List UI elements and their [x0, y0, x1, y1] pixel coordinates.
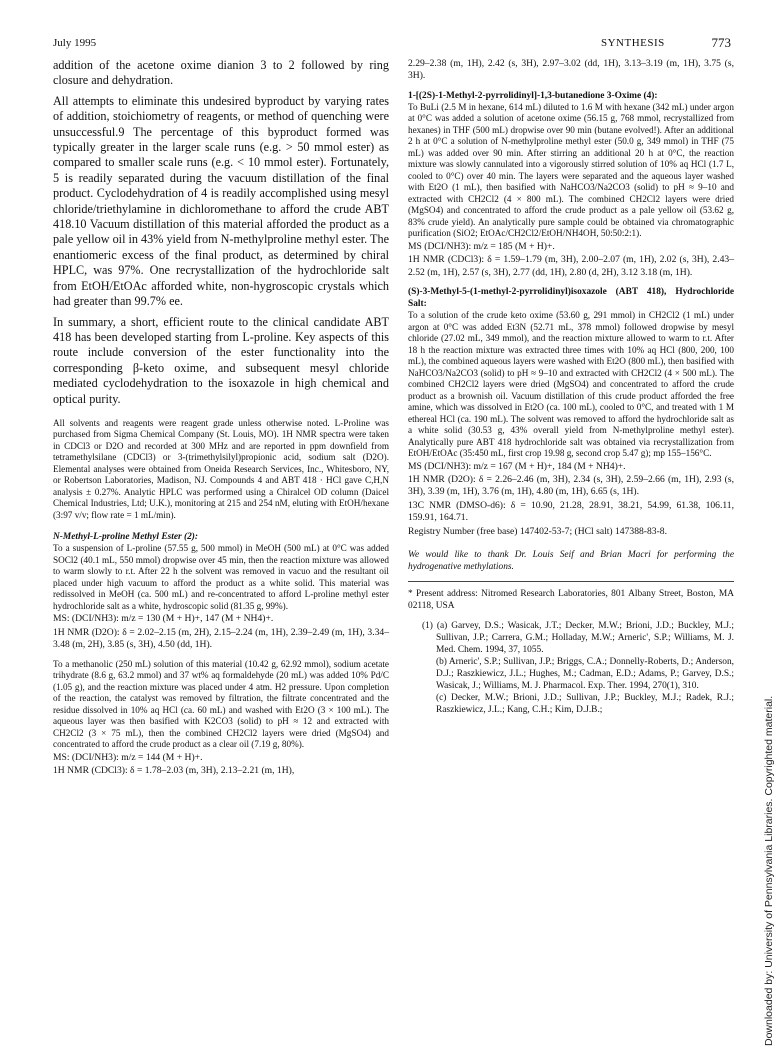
compound-2-procedure: To a suspension of L-proline (57.55 g, 500 mmol) in MeOH (500 mL) at 0°C was added SOCl2 (40.1 mL, 550 mmol) dropwise over 45 min, then the reaction mixture was allowed to warm slowly to r.t. After 22 h the solvent was removed in vacuo and the resultant oil placed under high vacuum to afford the product as a white solid. This material was redissolved in MeOH (ca. 500 mL) and re-concentrated to afford L-proline methyl ester hydrochloride salt as a white, hydroscopic solid (81.35 g, 99%).: [53, 543, 389, 611]
download-notice: Downloaded by: University of Pennsylvania Libraries. Copyrighted material.: [763, 695, 775, 1046]
nmr-continuation: 2.29–2.38 (m, 1H), 2.42 (s, 3H), 2.97–3.02 (dd, 1H), 3.13–3.19 (m, 1H), 3.75 (s, 3H).: [408, 58, 734, 82]
abt418-ms: MS (DCI/NH3): m/z = 167 (M + H)+, 184 (M + NH4)+.: [408, 460, 626, 472]
abt418-c-nmr: 13C NMR (DMSO-d6): δ = 10.90, 21.28, 28.91, 38.21, 54.99, 61.38, 106.11, 159.91, 164.71.: [408, 499, 734, 524]
methylation-procedure: To a methanolic (250 mL) solution of this material (10.42 g, 62.92 mmol), sodium acetate trihydrate (8.6 g, 63.2 mmol) and 37 wt% aq formaldehyde (20 mL) was added 10% Pd/C (1.05 g), and the reaction mixture was placed under 4 atm. H2 pressure. Upon completion of the reaction, the catalyst was removed by filtration, the filtrate concentrated and the residue dissolved in 10% aq HCl (ca. 60 mL) and washed with Et2O (3 × 100 mL). The aqueous layer was then basified with K2CO3 (solid) to pH ≈ 12 and extracted with CH2Cl2 (3 × 75 mL), then the combined CH2Cl2 layers were dried (MgSO4) and concentrated to afford the crude product as a clear oil (7.19 g, 80%).: [53, 658, 389, 750]
compound-2-ms: MS: (DCI/NH3): m/z = 130 (M + H)+, 147 (M + NH4)+.: [53, 613, 274, 625]
reference-1a: (1) (a) Garvey, D.S.; Wasicak, J.T.; Decker, M.W.; Brioni, J.D.; Buckley, M.J.; Sullivan, J.P.; Carrera, G.M.; Holladay, M.W.; Arneric', S.P.; Williams, M. J. Med. Chem. 1994, 37, 1055.: [422, 620, 734, 655]
footnote-rule: [408, 581, 734, 582]
header-page-number: 773: [711, 35, 731, 50]
abt418-h-nmr: 1H NMR (D2O): δ = 2.26–2.46 (m, 3H), 2.34 (s, 3H), 2.59–2.66 (m, 1H), 2.93 (s, 3H), 3.39 (m, 1H), 3.76 (m, 1H), 4.80 (m, 1H), 6.65 (s, 1H).: [408, 473, 734, 498]
right-column: [408, 58, 734, 716]
abt418-registry: Registry Number (free base) 147402-53-7; (HCl salt) 147388-83-8.: [408, 525, 667, 537]
header-date: July 1995: [53, 37, 97, 49]
footnotes: [408, 588, 734, 716]
compound-4-procedure: To BuLi (2.5 M in hexane, 614 mL) diluted to 1.6 M with hexane (342 mL) under argon at 0°C was added a solution of acetone oxime (56.15 g, 768 mmol, recrystallized from hexanes) in THF (500 mL) dropwise over 90 min (butane evolved!). After an additional 2 h at 0°C a solution of N-methylproline methyl ester (50.0 g, 349 mmol) in THF (75 mL) was added over 90 min. After stirring an additional 20 h at 0°C, the reaction mixture was slowly cannulated into a vigorously stirred solution of 10% aq HCl (1.7 L, cooled to 0°C) over 40 min. The layers were separated and the aqueous layer washed with Et2O (1 mL), then basified with NaHCO3/Na2CO3 (solid) to pH ≈ 9–10 and extracted with CH2Cl2 (4 × 800 mL). The combined CH2Cl2 layers were dried (MgSO4) and concentrated to afford the crude product as a pale yellow oil (53.62 g, 83% crude yield). An analytically pure sample could be obtained via chromatographic purification (SiO2; EtOAc/CH2Cl2/EtOH/NH4OH, 50:50:2:1).: [408, 101, 734, 239]
para-intro-cont: addition of the acetone oxime dianion 3 to 2 followed by ring closure and dehydration.: [53, 58, 389, 88]
abt418-procedure: To a solution of the crude keto oxime (53.60 g, 291 mmol) in CH2Cl2 (1 mL) under argon at 0°C was added Et3N (52.71 mL, 378 mmol) followed dropwise by mesyl chloride (27.02 mL, 349 mmol), and the reaction mixture allowed to warm to r.t. After 18 h the reaction mixture was extracted three times with 10% aq HCl (800, 200, 100 mL), the combined aqueous layers were washed with Et2O (800 mL), then basified with NaHCO3/Na2CO3 (solid) to pH ≈ 9–10 and extracted with CH2Cl2 (4 × 500 mL). The combined CH2Cl2 layers were dried (MgSO4) and concentrated to afford the crude product as a brownish oil. Vacuum distillation of this crude product afforded the free amine, which was dissolved in Et2O (ca. 100 mL), cooled to 0°C, and treated with 1 M ethereal HCl (ca. 190 mL). The solvent was removed to afford the hydrochloride salt as a white solid (30.53 g, 43% overall yield from N-methylproline methyl ester). Analytically pure ABT 418 hydrochloride salt was obtained via recrystallization from EtOH/EtOAc (35:450 mL, first crop 19.98 g, second crop 5.47 g); mp 155–156°C.: [408, 310, 734, 459]
compound-4-nmr: 1H NMR (CDCl3): δ = 1.59–1.79 (m, 3H), 2.00–2.07 (m, 1H), 2.02 (s, 3H), 2.43–2.52 (m, 1H), 2.57 (s, 3H), 2.77 (dd, 1H), 2.80 (d, 2H), 3.12 3.18 (m, 1H).: [408, 254, 734, 278]
compound-2-title: N-Methyl-L-proline Methyl Ester (2):: [53, 532, 199, 543]
compound-4-title: 1-[(2S)-1-Methyl-2-pyrrolidinyl]-1,3-butanedione 3-Oxime (4):: [408, 90, 658, 101]
download-watermark: [760, 686, 778, 1046]
reference-1b: (b) Arneric', S.P.; Sullivan, J.P.; Briggs, C.A.; Donnelly-Roberts, D.; Anderson, D.J.; Raszkiewicz, J.L.; Hughes, M.; Cadman, E.D.; Adams, P.; Garvey, D.S.; Wasicak, J.; Williams, M. J. Pharmacol. Exp. Ther. 1994, 270(1), 310.: [436, 656, 734, 691]
para-byproduct: All attempts to eliminate this undesired byproduct by varying rates of addition, stoichiometry of reagents, or method of quenching were unsuccessful.9 The percentage of this byproduct formed was typically greater in the larger scale runs (e.g. > 50 mmol ester) as compared to smaller scale runs (e.g. < 10 mmol ester). Fortunately, 5 is readily separated during the vacuum distillation of the final product. Cyclodehydration of 4 is readily accomplished using mesyl chloride/triethylamine in dichloromethane to afford the crude ABT 418.10 Vacuum distillation of this material afforded the product as a pale yellow oil in 43% yield from N-methylproline methyl ester. The enantiomeric excess of the final product, as determined by chiral HPLC, was 97%. One recrystallization of the hydrochloride salt from EtOH/EtOAc afforded white, non-hygroscopic crystals which had greater than 99.7% ee.: [53, 93, 389, 309]
compound-2-nmr: 1H NMR (D2O): δ = 2.02–2.15 (m, 2H), 2.15–2.24 (m, 1H), 2.39–2.49 (m, 1H), 3.34–3.48 (m, 2H), 3.85 (s, 3H), 4.50 (dd, 1H).: [53, 626, 389, 651]
reference-1c: (c) Decker, M.W.; Brioni, J.D.; Sullivan, J.P.; Buckley, M.J.; Radek, R.J.; Raszkiewicz, J.L.; Kang, C.H.; Kim, D.J.B.;: [436, 692, 734, 715]
methylation-nmr: 1H NMR (CDCl3): δ = 1.78–2.03 (m, 3H), 2.13–2.21 (m, 1H),: [53, 765, 295, 777]
compound-4-ms: MS (DCI/NH3): m/z = 185 (M + H)+.: [408, 240, 555, 252]
general-methods: All solvents and reagents were reagent grade unless otherwise noted. L-Proline was purchased from Sigma Chemical Company (St. Louis, MO). 1H NMR spectra were taken in CDCl3 or D2O and recorded at 300 MHz and are reported in ppm downfield from tetramethylsilane (CDCl3) or 3-(trimethylsilyl)propionic acid, sodium salt (D2O). Elemental analyses were obtained from Oneida Research Services, Inc., Whitesboro, NY, or Robertson Laboratories, Madison, NJ. Compounds 4 and ABT 418 · HCl gave C,H,N analysis ± 0.27%. Analytic HPLC was performed using a Chiralcel OD column (Daicel Chemical Industries, Ltd; U.K.), monitoring at 215 and 254 nM, eluting with EtOH/hexane (3:97 v/v; flow rate = 1 mL/min).: [53, 417, 389, 520]
para-summary: In summary, a short, efficient route to the clinical candidate ABT 418 has been developed starting from L-proline. Key aspects of this route include conversion of the ester functionality into the corresponding β-keto oxime, and subsequent mesyl chloride mediated cyclodehydration to the isoxazole in high chemical and optical purity.: [53, 314, 389, 406]
present-address: * Present address: Nitromed Research Laboratories, 801 Albany Street, Boston, MA 02118, USA: [408, 588, 734, 611]
acknowledgement: We would like to thank Dr. Louis Seif and Brian Macri for performing the hydrogenative methylations.: [408, 549, 734, 572]
running-header: [53, 35, 731, 51]
abt418-title: (S)-3-Methyl-5-(1-methyl-2-pyrrolidinyl)isoxazole (ABT 418), Hydrochloride Salt:: [408, 287, 734, 310]
methylation-ms: MS: (DCI/NH3): m/z = 144 (M + H)+.: [53, 751, 203, 763]
left-column: [53, 58, 389, 778]
header-journal: SYNTHESIS: [601, 37, 665, 49]
